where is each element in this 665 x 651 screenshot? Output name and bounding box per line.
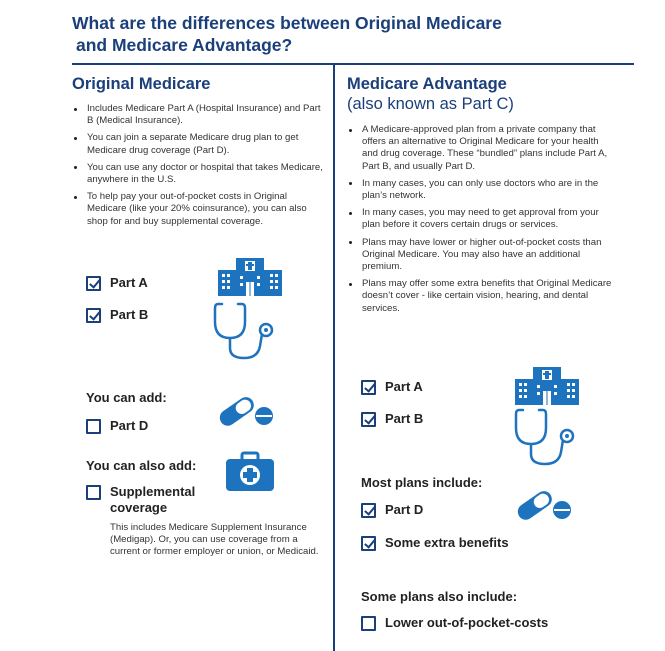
bullet-item: Plans may offer some extra benefits that Original Medicare doesn’t cover - like certain vision, hearing, and dental services. [347,278,617,315]
supplemental-note: This includes Medicare Supplement Insurance (Medigap). Or, you can use coverage from a current or former employer or union, or Medicaid. [110,522,319,558]
original-part-b-row[interactable] [86,307,148,323]
medicare-advantage-column [347,74,617,320]
lower-out-of-pocket-costs-row[interactable] [361,615,548,631]
part-b-checkbox[interactable] [86,308,101,323]
page-title-line-2: and Medicare Advantage? [76,35,293,55]
some-extra-benefits-checkbox[interactable] [361,536,376,551]
part-a-checkbox[interactable] [361,380,376,395]
most-plans-include-heading: Most plans include: [361,475,483,490]
supplemental-coverage-checkbox[interactable] [86,485,101,500]
part-a-label: Part A [110,275,148,290]
supplemental-label-line-1: Supplemental [110,484,196,499]
bullet-item: In many cases, you can only use doctors who are in the plan’s network. [347,178,617,202]
stethoscope-icon [515,408,585,466]
part-d-label: Part D [110,418,149,433]
original-medicare-heading: Original Medicare [72,75,211,93]
original-part-d-row[interactable] [86,418,148,434]
title-divider [72,63,634,65]
hospital-icon [515,365,579,405]
lower-out-of-pocket-costs-label: Lower out-of-pocket-costs [385,615,549,630]
some-extra-benefits-label: Some extra benefits [385,535,509,550]
part-a-checkbox[interactable] [86,276,101,291]
some-plans-also-include-heading: Some plans also include: [361,589,518,604]
bullet-item: You can join a separate Medicare drug plan to get Medicare drug coverage (Part D). [72,132,324,156]
part-d-checkbox[interactable] [86,419,101,434]
page-title-line-1: What are the differences between Original Medicare [72,13,502,33]
pill-icon [516,488,574,524]
part-a-label: Part A [385,379,423,394]
part-b-label: Part B [385,411,424,426]
you-can-also-add-heading: You can also add: [86,458,197,473]
hospital-icon [218,256,282,296]
original-part-a-row[interactable] [86,275,148,291]
column-divider [333,64,335,651]
advantage-part-b-row[interactable] [361,411,423,427]
part-d-checkbox[interactable] [361,503,376,518]
bullet-item: In many cases, you may need to get approval from your plan before it covers certain drugs or services. [347,207,617,231]
supplemental-coverage-row[interactable] [86,484,195,516]
lower-out-of-pocket-costs-checkbox[interactable] [361,616,376,631]
bullet-item: Includes Medicare Part A (Hospital Insurance) and Part B (Medical Insurance). [72,103,324,127]
bullet-item: You can use any doctor or hospital that takes Medicare, anywhere in the U.S. [72,162,324,186]
bullet-item: Plans may have lower or higher out-of-pocket costs than Original Medicare. You may also have an additional premium. [347,237,617,274]
stethoscope-icon [214,302,284,360]
medicare-advantage-subheading: (also known as Part C) [347,95,514,113]
pill-icon [218,394,276,430]
advantage-part-d-row[interactable] [361,502,423,518]
supplemental-coverage-label [110,484,195,516]
supplemental-label-line-2: coverage [110,500,168,515]
original-medicare-bullets [72,103,324,228]
page-title [72,12,632,56]
advantage-part-a-row[interactable] [361,379,423,395]
medicare-advantage-heading: Medicare Advantage [347,75,507,93]
you-can-add-heading: You can add: [86,390,167,405]
first-aid-kit-icon [226,453,274,491]
bullet-item: A Medicare-approved plan from a private company that offers an alternative to Original Medicare for your health and drug coverage. These “bundled” plans include Part A, Part B, and usually Part D. [347,124,617,173]
part-b-checkbox[interactable] [361,412,376,427]
part-d-label: Part D [385,502,424,517]
bullet-item: To help pay your out-of-pocket costs in Original Medicare (like your 20% coinsurance), you can also shop for and buy supplemental coverage. [72,191,324,228]
some-extra-benefits-row[interactable] [361,535,509,551]
medicare-advantage-bullets [347,124,617,315]
original-medicare-column [72,74,324,233]
part-b-label: Part B [110,307,149,322]
